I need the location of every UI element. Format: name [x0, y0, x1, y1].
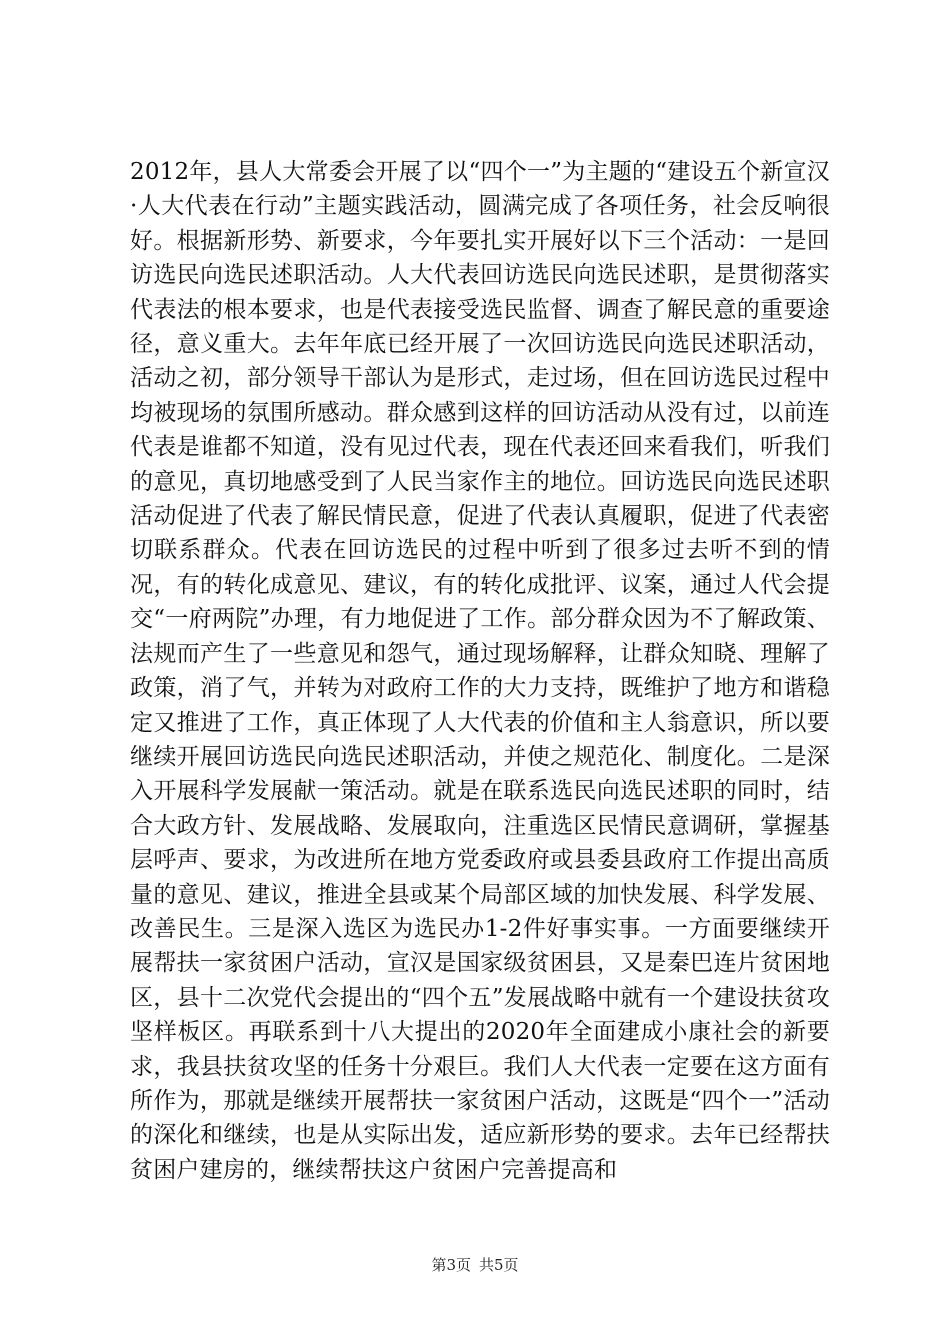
page-number-current: 第3页 [431, 1256, 471, 1274]
page-footer [0, 1255, 950, 1275]
page-number-total: 共5页 [479, 1256, 519, 1274]
body-paragraph: 2012年，县人大常委会开展了以“四个一”为主题的“建设五个新宣汉·人大代表在行动”主题实践活动，圆满完成了各项任务，社会反响很好。根据新形势、新要求，今年要扎实开展好以下三个活动：一是回访选民向选民述职活动。人大代表回访选民向选民述职，是贯彻落实代表法的根本要求，也是代表接受选民监督、调查了解民意的重要途径，意义重大。去年年底已经开展了一次回访选民向选民述职活动，活动之初，部分领导干部认为是形式，走过场，但在回访选民过程中均被现场的氛围所感动。群众感到这样的回访活动从没有过，以前连代表是谁都不知道，没有见过代表，现在代表还回来看我们，听我们的意见，真切地感受到了人民当家作主的地位。回访选民向选民述职活动促进了代表了解民情民意，促进了代表认真履职，促进了代表密切联系群众。代表在回访选民的过程中听到了很多过去听不到的情况，有的转化成意见、建议，有的转化成批评、议案，通过人代会提交“一府两院”办理，有力地促进了工作。部分群众因为不了解政策、法规而产生了一些意见和怨气，通过现场解释，让群众知晓、理解了政策，消了气，并转为对政府工作的大力支持，既维护了地方和谐稳定又推进了工作，真正体现了人大代表的价值和主人翁意识，所以要继续开展回访选民向选民述职活动，并使之规范化、制度化。二是深入开展科学发展献一策活动。就是在联系选民向选民述职的同时，结合大政方针、发展战略、发展取向，注重选区民情民意调研，掌握基层呼声、要求，为改进所在地方党委政府或县委县政府工作提出高质量的意见、建议，推进全县或某个局部区域的加快发展、科学发展、改善民生。三是深入选区为选民办1-2件好事实事。一方面要继续开展帮扶一家贫困户活动，宣汉是国家级贫困县，又是秦巴连片贫困地区，县十二次党代会提出的“四个五”发展战略中就有一个建设扶贫攻坚样板区。再联系到十八大提出的2020年全面建成小康社会的新要求，我县扶贫攻坚的任务十分艰巨。我们人大代表一定要在这方面有所作为，那就是继续开展帮扶一家贫困户活动，这既是“四个一”活动的深化和继续，也是从实际出发，适应新形势的要求。去年已经帮扶贫困户建房的，继续帮扶这户贫困户完善提高和 [130, 159, 830, 1183]
